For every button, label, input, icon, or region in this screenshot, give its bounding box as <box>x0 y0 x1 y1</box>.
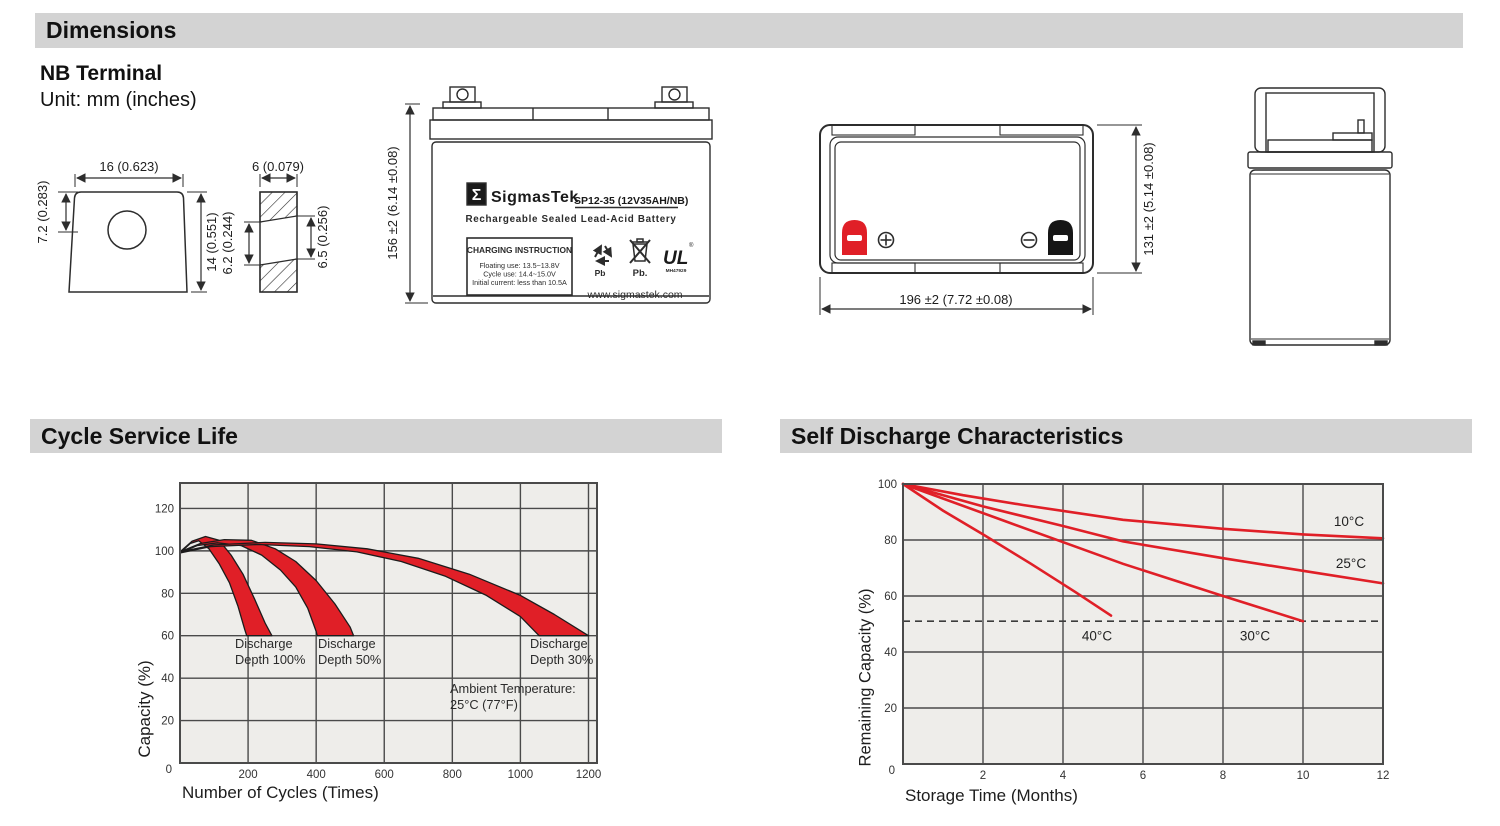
dim-terminal-side-left: 6.2 (0.244) <box>220 211 235 275</box>
svg-text:10°C: 10°C <box>1333 513 1365 529</box>
section-header-self-discharge: Self Discharge Characteristics <box>780 419 1472 453</box>
pb-bin-label: Pb. <box>632 268 648 279</box>
battery-top-drawing <box>820 125 1142 315</box>
charging-line2: Cycle use: 14.4~15.0V <box>483 269 556 279</box>
self-chart-x-axis-label: Storage Time (Months) <box>905 786 1078 805</box>
annotation-discharge-depth-30: Discharge Depth 30% <box>530 636 594 668</box>
svg-text:40: 40 <box>161 673 174 686</box>
svg-text:0: 0 <box>165 764 172 776</box>
svg-text:60: 60 <box>884 591 897 603</box>
svg-text:120: 120 <box>154 503 174 516</box>
website-url: www.sigmastek.com <box>587 289 683 301</box>
terminal-front-drawing <box>58 174 207 292</box>
svg-text:6: 6 <box>1139 770 1147 782</box>
svg-text:40°C: 40°C <box>1081 628 1113 644</box>
svg-text:80: 80 <box>161 588 174 601</box>
svg-text:8: 8 <box>1219 770 1227 782</box>
section-header-cycle-service-life: Cycle Service Life <box>30 419 722 453</box>
svg-text:200: 200 <box>238 769 258 781</box>
svg-text:20: 20 <box>884 703 897 715</box>
cycle-chart-x-axis-label: Number of Cycles (Times) <box>182 783 379 802</box>
charging-line3: Initial current: less than 10.5A <box>472 278 567 287</box>
svg-text:25°C: 25°C <box>1335 555 1367 571</box>
section-header-dimensions: Dimensions <box>35 13 1463 48</box>
svg-text:2: 2 <box>979 770 987 782</box>
annotation-discharge-depth-100: Discharge Depth 100% <box>235 636 306 668</box>
ul-mark-icon: UL <box>663 248 689 269</box>
pb-recycle-icon <box>595 246 611 261</box>
sigma-logo-icon: Σ <box>471 187 482 204</box>
dim-battery-height: 156 ±2 (6.14 ±0.08) <box>385 146 400 260</box>
svg-text:800: 800 <box>442 769 462 781</box>
red-terminal-slot <box>847 235 862 241</box>
ul-registered-mark: ® <box>689 243 694 249</box>
ul-file-number: MH47929 <box>665 269 687 274</box>
unit-note: Unit: mm (inches) <box>40 89 197 111</box>
cycle-chart-y-axis-label: Capacity (%) <box>135 660 154 758</box>
battery-tagline: Rechargeable Sealed Lead-Acid Battery <box>465 214 677 225</box>
self-chart-y-axis-label: Remaining Capacity (%) <box>856 588 875 767</box>
terminal-type-title: NB Terminal <box>40 62 163 85</box>
dim-terminal-front-width: 16 (0.623) <box>99 159 159 174</box>
dim-top-view-height: 131 ±2 (5.14 ±0.08) <box>1141 142 1156 256</box>
svg-text:20: 20 <box>161 715 174 728</box>
svg-text:0: 0 <box>888 765 895 777</box>
dimensions-drawings <box>20 75 1480 375</box>
dim-terminal-side-right: 6.5 (0.256) <box>315 205 330 269</box>
dim-terminal-front-right: 14 (0.551) <box>204 212 219 272</box>
dim-top-view-width: 196 ±2 (7.72 ±0.08) <box>899 292 1013 307</box>
model-number: SP12-35 (12V35AH/NB) <box>574 195 689 207</box>
svg-text:40: 40 <box>884 647 897 659</box>
black-terminal-slot <box>1053 235 1068 241</box>
svg-text:100: 100 <box>877 479 897 491</box>
brand-name: SigmasTek <box>491 189 579 206</box>
svg-text:100: 100 <box>154 545 174 558</box>
charging-title: CHARGING INSTRUCTION <box>466 245 573 255</box>
svg-text:4: 4 <box>1059 770 1067 782</box>
annotation-discharge-depth-50: Discharge Depth 50% <box>318 636 382 668</box>
svg-text:1000: 1000 <box>507 769 534 781</box>
pb-bin-icon <box>630 239 650 263</box>
svg-text:12: 12 <box>1376 770 1390 782</box>
svg-text:10: 10 <box>1296 770 1310 782</box>
battery-side-drawing <box>1248 88 1392 345</box>
svg-text:1200: 1200 <box>575 769 602 781</box>
dim-terminal-front-left: 7.2 (0.283) <box>35 180 50 244</box>
svg-text:80: 80 <box>884 535 897 547</box>
svg-text:30°C: 30°C <box>1239 628 1271 644</box>
svg-text:400: 400 <box>306 769 326 781</box>
svg-text:60: 60 <box>161 630 174 643</box>
terminal-side-drawing <box>244 174 315 292</box>
self-discharge-chart <box>850 470 1410 810</box>
charging-line1: Floating use: 13.5~13.8V <box>479 261 560 270</box>
svg-text:600: 600 <box>374 769 394 781</box>
pb-recycle-label: Pb <box>594 268 606 278</box>
dim-terminal-side-width: 6 (0.079) <box>251 159 305 174</box>
annotation-ambient-temperature: Ambient Temperature: 25°C (77°F) <box>450 681 576 713</box>
